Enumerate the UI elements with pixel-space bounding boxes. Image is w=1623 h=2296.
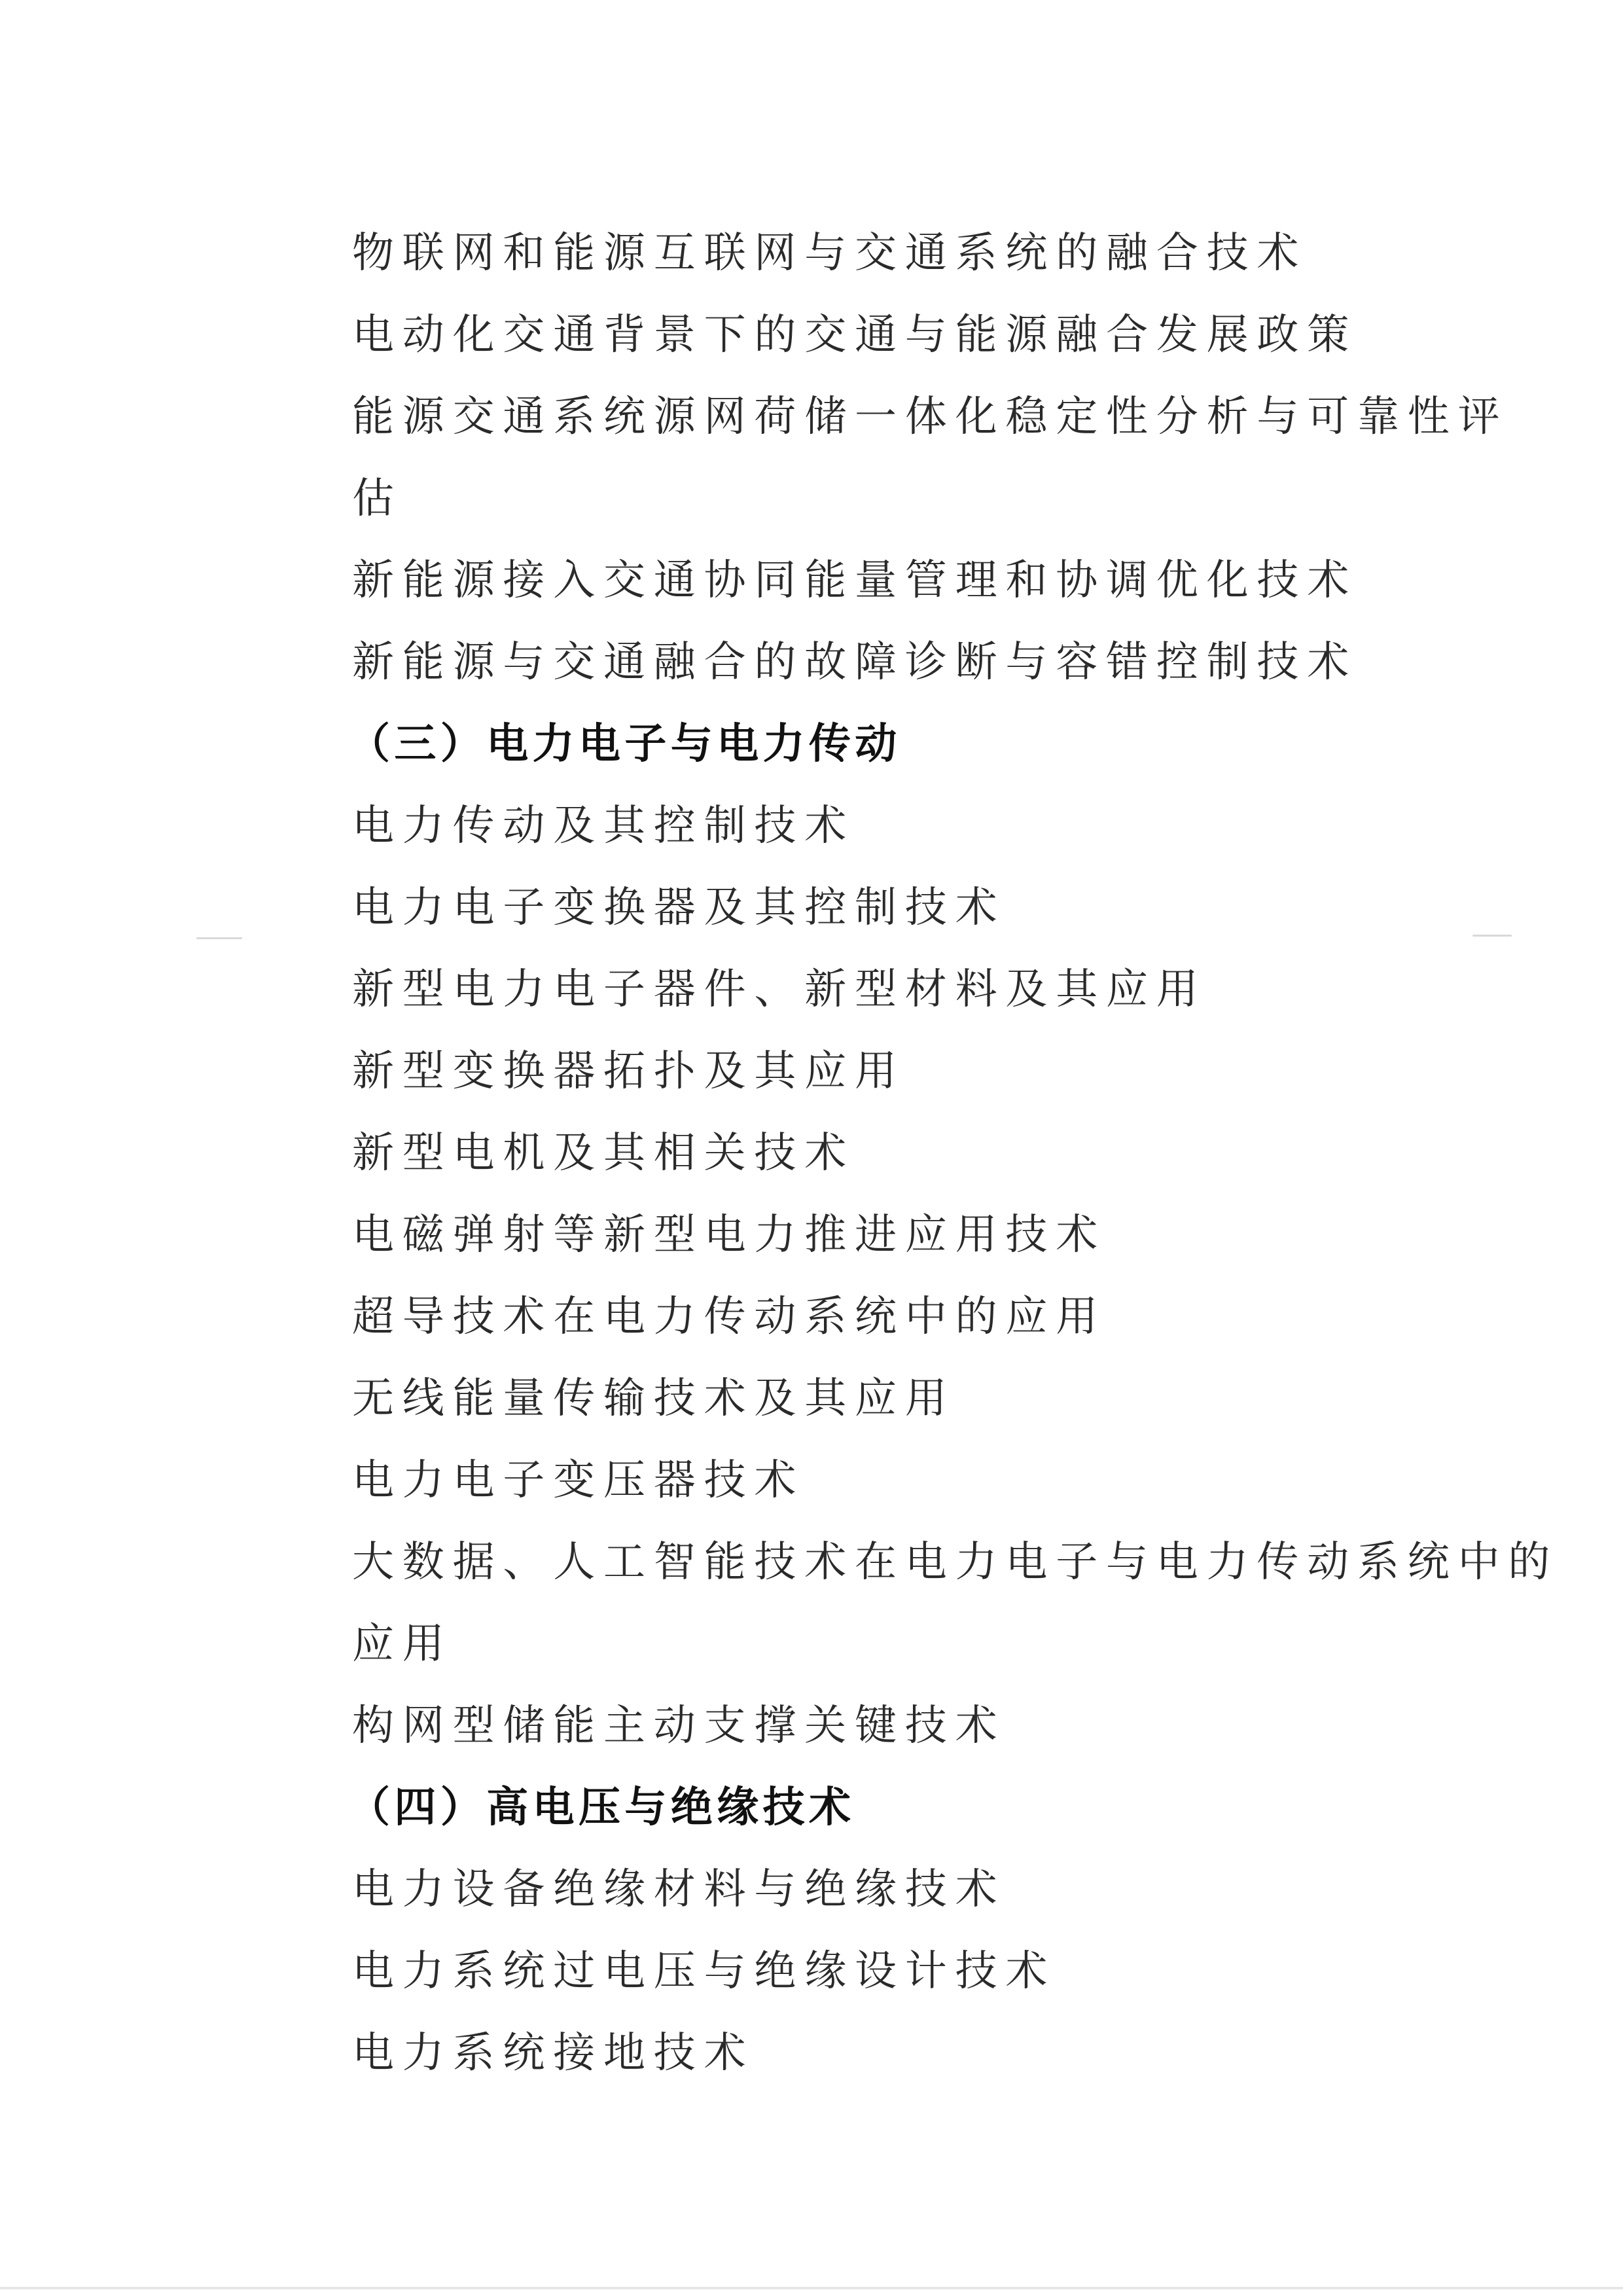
scan-artifact-mark — [196, 937, 242, 939]
list-item: 电力电子变压器技术 — [352, 1456, 805, 1505]
list-item: 电力系统过电压与绝缘设计技术 — [352, 1947, 1056, 1996]
list-item: 新能源接入交通协同能量管理和协调优化技术 — [352, 556, 1357, 605]
page-bottom-edge — [0, 2287, 1623, 2289]
list-item: 电动化交通背景下的交通与能源融合发展政策 — [352, 311, 1357, 359]
list-item: 无线能量传输技术及其应用 — [352, 1374, 955, 1423]
list-item: 大数据、人工智能技术在电力电子与电力传动系统中的 — [352, 1538, 1559, 1587]
list-item: 电力设备绝缘材料与绝缘技术 — [352, 1865, 1006, 1914]
document-body — [348, 213, 1559, 2094]
list-item-continuation: 应用 — [352, 1620, 453, 1668]
list-item: 超导技术在电力传动系统中的应用 — [352, 1293, 1106, 1341]
list-item: 电力系统接地技术 — [352, 2029, 755, 2077]
list-item: 构网型储能主动支撑关键技术 — [352, 1702, 1006, 1750]
list-item: 电力传动及其控制技术 — [352, 802, 855, 850]
list-item: 新型电力电子器件、新型材料及其应用 — [352, 965, 1207, 1014]
list-item: 物联网和能源互联网与交通系统的融合技术 — [352, 229, 1308, 278]
scan-artifact-mark — [1472, 935, 1512, 937]
list-item: 新型电机及其相关技术 — [352, 1129, 855, 1177]
list-item-continuation: 估 — [352, 475, 402, 523]
list-item: 电磁弹射等新型电力推进应用技术 — [352, 1211, 1106, 1259]
list-item: 新能源与交通融合的故障诊断与容错控制技术 — [352, 638, 1357, 687]
section-heading-power-electronics: （三）电力电子与电力传动 — [348, 720, 901, 768]
list-item: 新型变换器拓扑及其应用 — [352, 1047, 905, 1096]
list-item: 电力电子变换器及其控制技术 — [352, 884, 1006, 932]
list-item: 能源交通系统源网荷储一体化稳定性分析与可靠性评 — [352, 393, 1508, 441]
section-heading-high-voltage: （四）高电压与绝缘技术 — [348, 1784, 855, 1832]
